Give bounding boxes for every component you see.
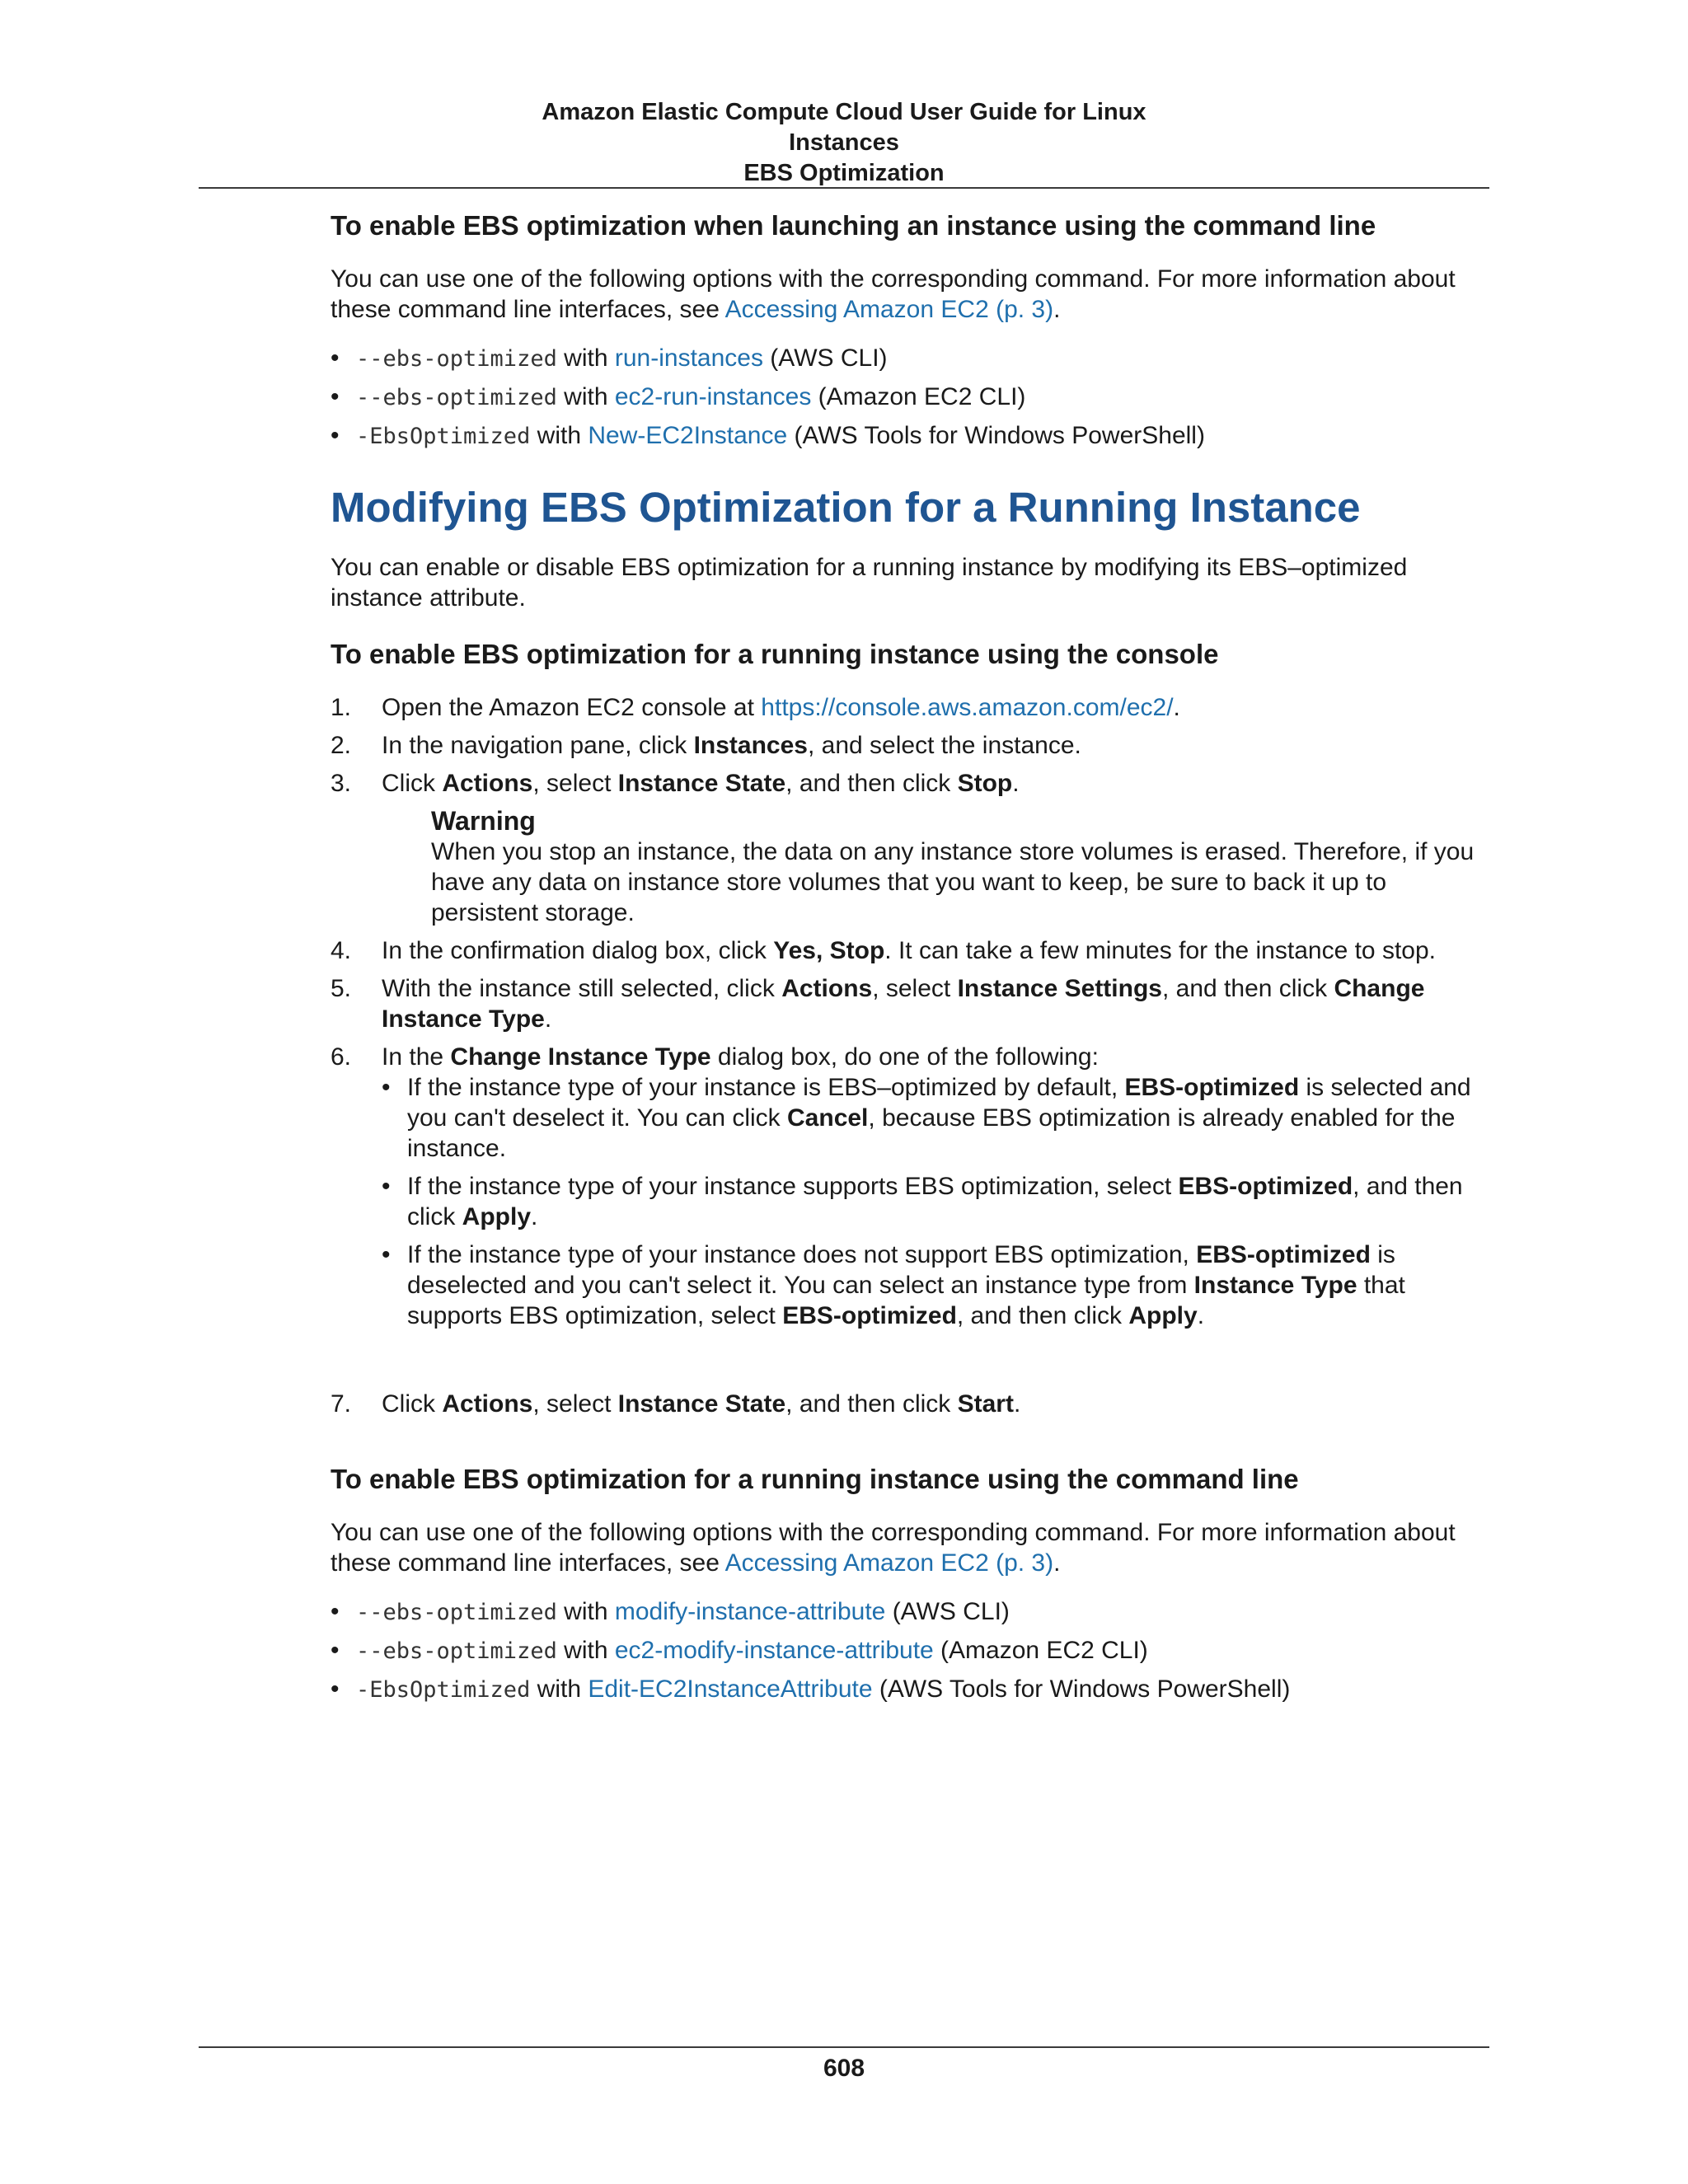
- step-1: 1. Open the Amazon EC2 console at https://console.aws.amazon.com/ec2/.: [331, 694, 1180, 721]
- console-heading: To enable EBS optimization for a running instance using the console: [331, 639, 1219, 669]
- section-title: Modifying EBS Optimization for a Running Instance: [331, 484, 1361, 531]
- list-item: • -EbsOptimized with New-EC2Instance (AWS Tools for Windows PowerShell): [331, 420, 1489, 452]
- page-header: [199, 97, 1489, 189]
- list-item: • If the instance type of your instance supports EBS optimization, select EBS-optimized, and then click Apply.: [382, 1171, 1489, 1232]
- header-section: EBS Optimization: [743, 160, 945, 186]
- edit-ec2instanceattribute-link[interactable]: Edit-EC2InstanceAttribute: [588, 1675, 873, 1703]
- running-cli-options: [331, 1596, 1489, 1705]
- list-item: • --ebs-optimized with ec2-modify-instance-attribute (Amazon EC2 CLI): [331, 1635, 1489, 1666]
- accessing-ec2-link[interactable]: Accessing Amazon EC2 (p. 3): [724, 296, 1054, 323]
- running-cli-heading: To enable EBS optimization for a running instance using the command line: [331, 1464, 1299, 1494]
- list-item: • --ebs-optimized with ec2-run-instances (Amazon EC2 CLI): [331, 382, 1489, 413]
- option-code: -EbsOptimized: [356, 424, 531, 449]
- warning-text: When you stop an instance, the data on any instance store volumes is erased. Therefore, if you have any data on instance store volumes that you want to keep, be sure to back it up to persistent storage.: [431, 838, 1475, 926]
- warning-title: Warning: [431, 806, 536, 836]
- step-2: 2. In the navigation pane, click Instances, and select the instance.: [331, 732, 1081, 759]
- modify-intro: You can enable or disable EBS optimization for a running instance by modifying its EBS–optimized instance attribute.: [331, 554, 1408, 612]
- launch-cli-intro: You can use one of the following options with the corresponding command. For more information about these command line interfaces, see Accessing Amazon EC2 (p. 3).: [331, 265, 1456, 323]
- run-instances-link[interactable]: run-instances: [614, 344, 763, 372]
- step-4: 4. In the confirmation dialog box, click Yes, Stop. It can take a few minutes for the instance to stop.: [331, 937, 1436, 964]
- step-6: 6. In the Change Instance Type dialog box, do one of the following: • If the instance type of your instance is EBS–optimized by default, EBS-optimized is selected and you can't deselect it. You can click Cancel, because EBS optimization is already enabled for the instance. • If the instance type of your instance supports EBS optimization, select EBS-optimized, and then click Apply. • If the instance type of your instance does not support EBS optimization, EBS-optimized is deselected and you can't select it. You can select an instance type from Instance Type that supports EBS optimization, select EBS-optimized, and then click Apply.: [331, 1042, 1489, 1331]
- step-7: 7. Click Actions, select Instance State, and then click Start.: [331, 1390, 1021, 1418]
- page-content: [331, 209, 1489, 1713]
- console-steps: [331, 692, 1489, 1419]
- instance-type-options: [382, 1072, 1489, 1331]
- option-code: --ebs-optimized: [356, 1600, 557, 1625]
- warning-note: [431, 805, 1489, 928]
- list-item: • --ebs-optimized with run-instances (AWS CLI): [331, 343, 1489, 374]
- header-rule: [199, 187, 1489, 189]
- launch-cli-heading: To enable EBS optimization when launching an instance using the command line: [331, 210, 1376, 241]
- page-number: 608: [823, 2055, 865, 2082]
- ec2-run-instances-link[interactable]: ec2-run-instances: [614, 383, 812, 410]
- header-guide-title: Amazon Elastic Compute Cloud User Guide for Linux: [542, 99, 1146, 125]
- launch-cli-options: [331, 343, 1489, 452]
- list-item: • If the instance type of your instance does not support EBS optimization, EBS-optimized is deselected and you can't select it. You can select an instance type from Instance Type that supports EBS optimization, select EBS-optimized, and then click Apply.: [382, 1240, 1489, 1331]
- running-cli-intro: You can use one of the following options with the corresponding command. For more information about these command line interfaces, see Accessing Amazon EC2 (p. 3).: [331, 1519, 1456, 1577]
- step-5: 5. With the instance still selected, click Actions, select Instance Settings, and then click Change Instance Type.: [331, 975, 1425, 1033]
- footer-rule: [199, 2046, 1489, 2048]
- option-code: --ebs-optimized: [356, 1638, 557, 1664]
- list-item: • -EbsOptimized with Edit-EC2InstanceAttribute (AWS Tools for Windows PowerShell): [331, 1674, 1489, 1705]
- ec2-modify-instance-attribute-link[interactable]: ec2-modify-instance-attribute: [614, 1637, 934, 1664]
- list-item: • --ebs-optimized with modify-instance-attribute (AWS CLI): [331, 1596, 1489, 1628]
- ec2-console-link[interactable]: https://console.aws.amazon.com/ec2/: [761, 694, 1174, 721]
- step-3: 3. Click Actions, select Instance State, and then click Stop. Warning When you stop an instance, the data on any instance store volumes is erased. Therefore, if you have any data on instance store volumes that you want to keep, be sure to back it up to persistent storage.: [331, 768, 1489, 928]
- modify-instance-attribute-link[interactable]: modify-instance-attribute: [614, 1598, 886, 1625]
- list-item: • If the instance type of your instance is EBS–optimized by default, EBS-optimized is selected and you can't deselect it. You can click Cancel, because EBS optimization is already enabled for the instance.: [382, 1072, 1489, 1164]
- option-code: -EbsOptimized: [356, 1677, 531, 1703]
- accessing-ec2-link[interactable]: Accessing Amazon EC2 (p. 3): [724, 1549, 1054, 1577]
- new-ec2instance-link[interactable]: New-EC2Instance: [588, 422, 788, 449]
- option-code: --ebs-optimized: [356, 346, 557, 372]
- header-chapter: Instances: [789, 129, 899, 156]
- option-code: --ebs-optimized: [356, 385, 557, 410]
